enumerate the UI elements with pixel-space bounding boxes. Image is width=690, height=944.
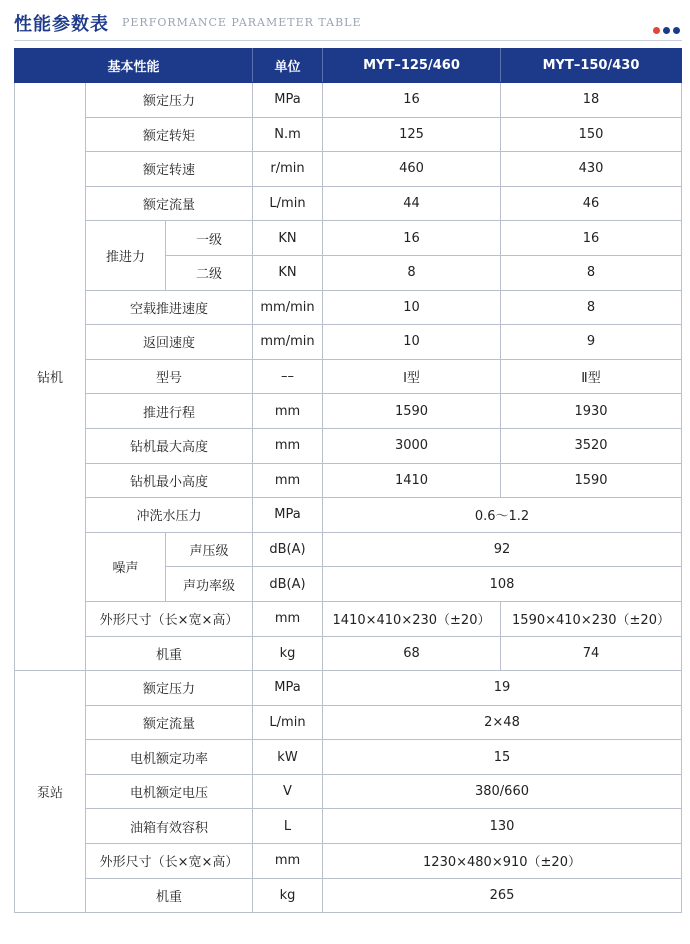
dot-icon — [653, 27, 660, 34]
dot-icon — [663, 27, 670, 34]
row-unit: mm/min — [253, 290, 323, 325]
row-label: 机重 — [86, 636, 253, 671]
cell-value: 0.6～1.2 — [323, 498, 682, 533]
row-label: 声压级 — [166, 532, 253, 567]
cell-value: 130 — [323, 809, 682, 844]
column-header-unit: 单位 — [253, 49, 323, 83]
page-header — [14, 8, 682, 38]
table-row — [15, 221, 682, 256]
row-label: 额定压力 — [86, 83, 253, 118]
column-header-model-b: MYT–150/430 — [501, 49, 682, 83]
group-label-pump: 泵站 — [15, 671, 86, 913]
table-row — [15, 601, 682, 636]
row-unit: KN — [253, 221, 323, 256]
row-unit: V — [253, 774, 323, 809]
row-unit: MPa — [253, 498, 323, 533]
row-unit: L/min — [253, 186, 323, 221]
column-header-basic: 基本性能 — [15, 49, 253, 83]
column-header-model-a: MYT–125/460 — [323, 49, 501, 83]
row-label: 油箱有效容积 — [86, 809, 253, 844]
cell-value: 44 — [323, 186, 501, 221]
table-row — [15, 740, 682, 775]
row-label: 空载推进速度 — [86, 290, 253, 325]
page-title: 性能参数表 — [14, 14, 109, 35]
row-label: 一级 — [166, 221, 253, 256]
row-label: 返回速度 — [86, 325, 253, 360]
cell-value: 8 — [501, 255, 682, 290]
table-row — [15, 290, 682, 325]
table-row — [15, 463, 682, 498]
row-unit: mm — [253, 428, 323, 463]
row-unit: mm — [253, 394, 323, 429]
row-label: 额定流量 — [86, 186, 253, 221]
cell-value: 1230×480×910（±20） — [323, 844, 682, 879]
row-label: 二级 — [166, 255, 253, 290]
row-unit: mm/min — [253, 325, 323, 360]
cell-value: 8 — [501, 290, 682, 325]
table-row — [15, 325, 682, 360]
row-label: 额定压力 — [86, 671, 253, 706]
cell-value: 10 — [323, 290, 501, 325]
cell-value: 150 — [501, 117, 682, 152]
table-row — [15, 394, 682, 429]
cell-value: 16 — [501, 221, 682, 256]
table-row — [15, 186, 682, 221]
row-label: 外形尺寸（长×宽×高） — [86, 601, 253, 636]
row-unit: mm — [253, 601, 323, 636]
cell-value: 16 — [323, 221, 501, 256]
row-label: 电机额定电压 — [86, 774, 253, 809]
row-label: 声功率级 — [166, 567, 253, 602]
table-row — [15, 671, 682, 706]
cell-value: 1930 — [501, 394, 682, 429]
cell-value: Ⅱ型 — [501, 359, 682, 394]
cell-value: 15 — [323, 740, 682, 775]
table-row — [15, 636, 682, 671]
row-unit: mm — [253, 463, 323, 498]
cell-value: 68 — [323, 636, 501, 671]
cell-value: 3000 — [323, 428, 501, 463]
cell-value: 9 — [501, 325, 682, 360]
group-label-drill: 钻机 — [15, 83, 86, 671]
page-subtitle: PERFORMANCE PARAMETER TABLE — [122, 16, 362, 29]
row-unit: L/min — [253, 705, 323, 740]
table-row — [15, 878, 682, 913]
row-label: 钻机最大高度 — [86, 428, 253, 463]
row-label: 额定转速 — [86, 152, 253, 187]
dot-icon — [673, 27, 680, 34]
table-row — [15, 83, 682, 118]
cell-value: 18 — [501, 83, 682, 118]
cell-value: Ⅰ型 — [323, 359, 501, 394]
cell-value: 265 — [323, 878, 682, 913]
row-unit: L — [253, 809, 323, 844]
cell-value: 430 — [501, 152, 682, 187]
row-label: 冲洗水压力 — [86, 498, 253, 533]
cell-value: 2×48 — [323, 705, 682, 740]
cell-value: 1590 — [323, 394, 501, 429]
table-row — [15, 428, 682, 463]
table-row — [15, 152, 682, 187]
table-row — [15, 844, 682, 879]
row-label: 机重 — [86, 878, 253, 913]
row-unit: MPa — [253, 83, 323, 118]
row-label: 钻机最小高度 — [86, 463, 253, 498]
table-row — [15, 809, 682, 844]
row-unit: KN — [253, 255, 323, 290]
parameter-table — [14, 48, 682, 913]
row-unit: kW — [253, 740, 323, 775]
row-unit: mm — [253, 844, 323, 879]
cell-value: 1590 — [501, 463, 682, 498]
cell-value: 1410 — [323, 463, 501, 498]
cell-value: 125 — [323, 117, 501, 152]
table-header-row — [15, 49, 682, 83]
cell-value: 8 — [323, 255, 501, 290]
cell-value: 3520 — [501, 428, 682, 463]
table-row — [15, 705, 682, 740]
cell-value: 74 — [501, 636, 682, 671]
cell-value: 460 — [323, 152, 501, 187]
table-row — [15, 498, 682, 533]
row-label: 型号 — [86, 359, 253, 394]
row-unit: –– — [253, 359, 323, 394]
row-unit: kg — [253, 636, 323, 671]
header-divider — [14, 40, 682, 41]
cell-value: 1410×410×230（±20） — [323, 601, 501, 636]
row-unit: dB(A) — [253, 532, 323, 567]
table-row — [15, 774, 682, 809]
row-unit: r/min — [253, 152, 323, 187]
cell-value: 10 — [323, 325, 501, 360]
subgroup-label-thrust: 推进力 — [86, 221, 166, 290]
cell-value: 19 — [323, 671, 682, 706]
row-label: 电机额定功率 — [86, 740, 253, 775]
row-label: 推进行程 — [86, 394, 253, 429]
row-label: 额定流量 — [86, 705, 253, 740]
decorative-dots — [650, 19, 680, 38]
table-row — [15, 117, 682, 152]
cell-value: 16 — [323, 83, 501, 118]
row-unit: kg — [253, 878, 323, 913]
table-row — [15, 359, 682, 394]
row-unit: MPa — [253, 671, 323, 706]
cell-value: 108 — [323, 567, 682, 602]
table-row — [15, 532, 682, 567]
row-label: 额定转矩 — [86, 117, 253, 152]
subgroup-label-noise: 噪声 — [86, 532, 166, 601]
cell-value: 380/660 — [323, 774, 682, 809]
cell-value: 1590×410×230（±20） — [501, 601, 682, 636]
cell-value: 92 — [323, 532, 682, 567]
cell-value: 46 — [501, 186, 682, 221]
row-unit: N.m — [253, 117, 323, 152]
row-label: 外形尺寸（长×宽×高） — [86, 844, 253, 879]
row-unit: dB(A) — [253, 567, 323, 602]
